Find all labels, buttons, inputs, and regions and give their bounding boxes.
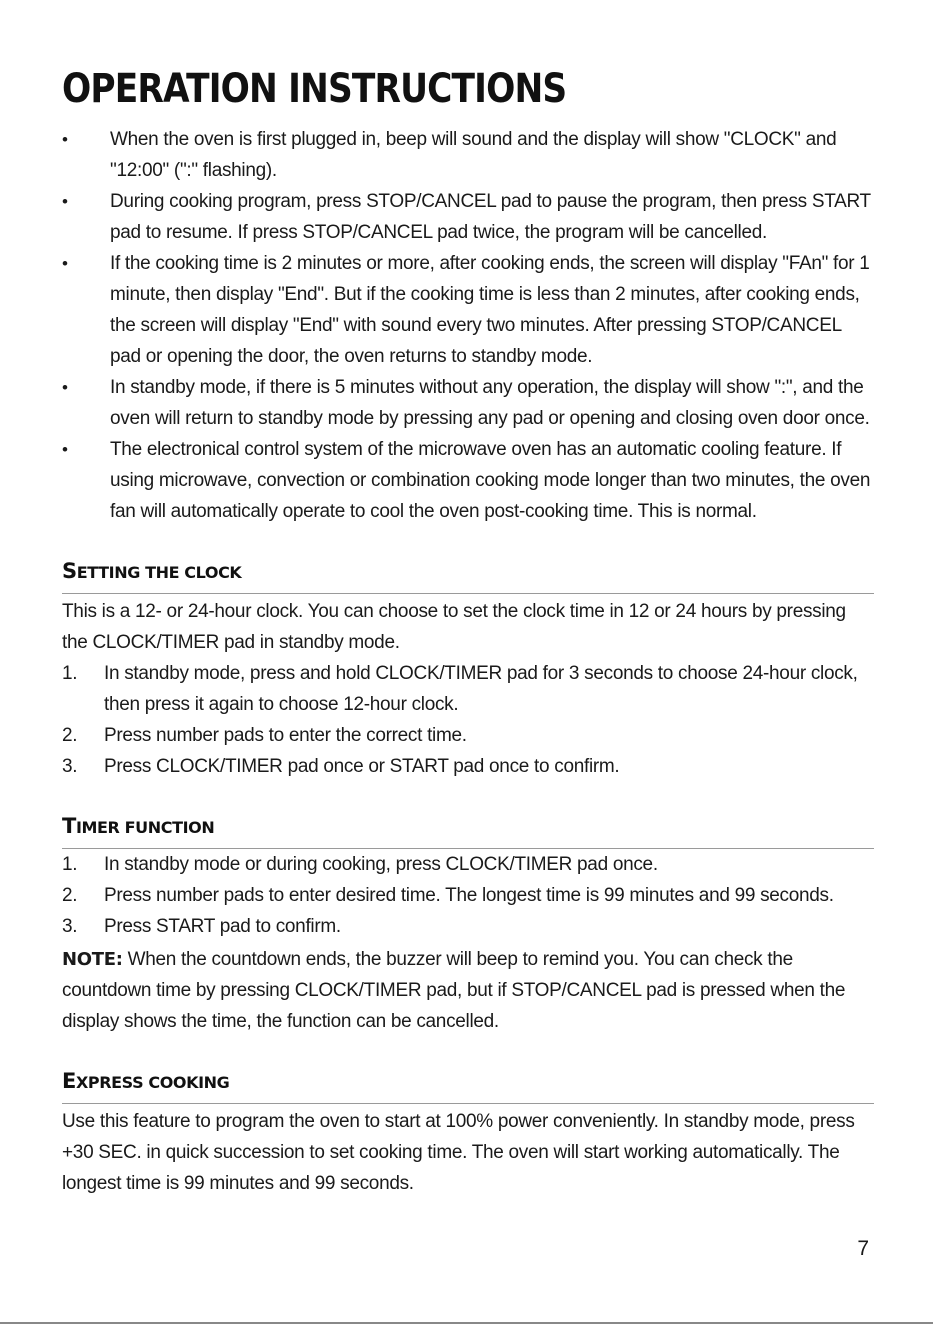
step-text: In standby mode, press and hold CLOCK/TIMER pad for 3 seconds to choose 24-hour clock, then press it again to choose 12-hour clock. [104,663,858,715]
step-text: Press number pads to enter the correct time. [104,725,467,746]
list-item [62,434,874,527]
step-text: Press CLOCK/TIMER pad once or START pad once to confirm. [104,756,620,777]
bullet-icon: • [62,130,68,149]
clock-steps [62,658,874,782]
express-text: Use this feature to program the oven to start at 100% power conveniently. In standby mode, press +30 SEC. in quick succession to set cooking time. The oven will start working automatically. The longest time is 99 minutes and 99 seconds. [62,1111,855,1194]
note-text: When the countdown ends, the buzzer will beep to remind you. You can check the countdown time by pressing CLOCK/TIMER pad, but if STOP/CANCEL pad is pressed when the display shows the time, the function can be cancelled. [62,949,846,1032]
operation-bullet-list [62,124,874,527]
section-heading-timer: TIMER FUNCTION [62,812,874,849]
bullet-text: When the oven is first plugged in, beep will sound and the display will show "CLOCK" and "12:00" (":" flashing). [110,129,837,181]
bullet-text: The electronical control system of the microwave oven has an automatic cooling feature. If using microwave, convection or combination cooking mode longer than two minutes, the oven fan will automatically operate to cool the oven post-cooking time. This is normal. [110,439,871,522]
step-number: 3. [62,756,78,777]
step-number: 1. [62,854,78,875]
list-item [62,372,874,434]
bullet-icon: • [62,254,68,273]
page-title: OPERATION INSTRUCTIONS [62,66,567,112]
page-number: 7 [857,1237,869,1260]
bullet-text: If the cooking time is 2 minutes or more, after cooking ends, the screen will display "FAn" for 1 minute, then display "End". But if the cooking time is less than 2 minutes, after cooking ends, the screen will display "End" with sound every two minutes. After pressing STOP/CANCEL pad or opening the door, the oven returns to standby mode. [110,253,870,367]
step-number: 1. [62,663,78,684]
list-item [62,880,874,911]
list-item [62,124,874,186]
clock-intro: This is a 12- or 24-hour clock. You can choose to set the clock time in 12 or 24 hours by pressing the CLOCK/TIMER pad in standby mode. [62,601,846,653]
timer-steps [62,849,874,942]
timer-note [62,944,874,1037]
list-item [62,911,874,942]
bullet-icon: • [62,378,68,397]
step-text: In standby mode or during cooking, press CLOCK/TIMER pad once. [104,854,658,875]
list-item [62,658,874,720]
section-heading-express: EXPRESS COOKING [62,1067,874,1104]
list-item [62,720,874,751]
step-text: Press START pad to confirm. [104,916,341,937]
list-item [62,186,874,248]
section-heading-clock: SETTING THE CLOCK [62,557,874,594]
step-number: 2. [62,885,78,906]
bullet-icon: • [62,192,68,211]
list-item [62,751,874,782]
note-label: NOTE: [62,949,123,970]
manual-page [62,58,874,1199]
step-number: 2. [62,725,78,746]
bullet-icon: • [62,440,68,459]
bullet-text: In standby mode, if there is 5 minutes without any operation, the display will show ":", and the oven will return to standby mode by pressing any pad or opening and closing oven door once. [110,377,870,429]
list-item [62,849,874,880]
list-item [62,248,874,372]
step-number: 3. [62,916,78,937]
bullet-text: During cooking program, press STOP/CANCEL pad to pause the program, then press START pad to resume. If press STOP/CANCEL pad twice, the program will be cancelled. [110,191,871,243]
step-text: Press number pads to enter desired time. The longest time is 99 minutes and 99 seconds. [104,885,834,906]
